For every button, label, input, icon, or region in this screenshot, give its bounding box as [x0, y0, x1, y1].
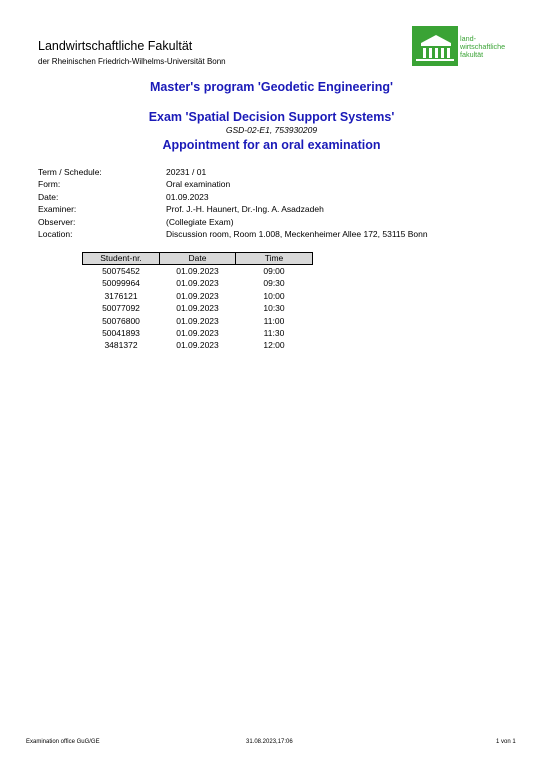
time-cell: 10:30 — [263, 303, 285, 314]
footer-office: Examination office GuG/GE — [26, 739, 100, 745]
detail-value: Oral examination — [166, 179, 231, 190]
student-nr-cell: 3176121 — [104, 290, 138, 301]
faculty-title: Landwirtschaftliche Fakultät — [38, 39, 193, 53]
detail-label: Term / Schedule: — [38, 167, 102, 177]
detail-value: Prof. J.-H. Haunert, Dr.-Ing. A. Asadzadeh — [166, 204, 324, 215]
student-nr-cell: 50076800 — [102, 315, 140, 326]
date-cell: 01.09.2023 — [176, 315, 219, 326]
detail-label: Location: — [38, 228, 73, 239]
table-row — [83, 327, 313, 339]
time-cell: 10:00 — [263, 290, 285, 301]
detail-label: Observer: — [38, 216, 76, 227]
exam-code: GSD-02-E1, 753930209 — [225, 125, 318, 135]
date-cell: 01.09.2023 — [176, 278, 219, 289]
faculty-logo — [412, 26, 517, 68]
logo-line: fakultät — [460, 50, 484, 59]
exam-heading: Exam 'Spatial Decision Support Systems' — [148, 110, 395, 124]
faculty-logo-icon — [412, 26, 458, 66]
student-nr-cell: 50077092 — [102, 303, 140, 314]
time-cell: 09:30 — [263, 278, 285, 289]
table-row — [83, 302, 313, 314]
detail-label: Date: — [38, 191, 59, 202]
table-row — [83, 315, 313, 327]
table-row — [83, 277, 313, 289]
detail-value: 01.09.2023 — [166, 191, 209, 202]
table-row — [83, 265, 313, 278]
student-nr-cell: 50099964 — [102, 278, 140, 289]
program-heading: Master's program 'Geodetic Engineering' — [150, 80, 393, 94]
detail-value: Discussion room, Room 1.008, Meckenheimer Allee 172, 53115 Bonn — [166, 228, 428, 239]
detail-value: 20231 / 01 — [166, 167, 207, 177]
footer-page-number: 1 von 1 — [496, 739, 516, 745]
schedule-table — [82, 252, 313, 352]
table-header-row — [83, 253, 313, 265]
time-cell: 12:00 — [263, 340, 285, 351]
logo-line: wirtschaftliche — [460, 42, 506, 51]
time-cell: 11:00 — [263, 315, 285, 326]
date-cell: 01.09.2023 — [176, 328, 219, 339]
column-header-date: Date — [160, 253, 236, 265]
column-header-time: Time — [236, 253, 313, 265]
column-header-student-nr: Student-nr. — [83, 253, 160, 265]
logo-line: land- — [460, 34, 476, 43]
date-cell: 01.09.2023 — [176, 303, 219, 314]
date-cell: 01.09.2023 — [176, 290, 219, 301]
footer-timestamp: 31.08.2023,17:06 — [246, 739, 293, 745]
logo-wordmark — [460, 35, 505, 59]
table-row — [83, 339, 313, 351]
time-cell: 11:30 — [263, 328, 285, 339]
student-nr-cell: 50075452 — [102, 266, 140, 276]
student-nr-cell: 50041893 — [102, 328, 140, 339]
detail-label: Examiner: — [38, 204, 77, 215]
university-subtitle: der Rheinischen Friedrich-Wilhelms-Universität Bonn — [38, 57, 226, 66]
detail-value: (Collegiate Exam) — [166, 216, 234, 227]
student-nr-cell: 3481372 — [104, 340, 138, 351]
appointment-heading: Appointment for an oral examination — [162, 138, 381, 152]
date-cell: 01.09.2023 — [176, 340, 219, 351]
table-row — [83, 290, 313, 302]
detail-label: Form: — [38, 179, 61, 190]
time-cell: 09:00 — [263, 266, 285, 276]
date-cell: 01.09.2023 — [176, 266, 219, 276]
